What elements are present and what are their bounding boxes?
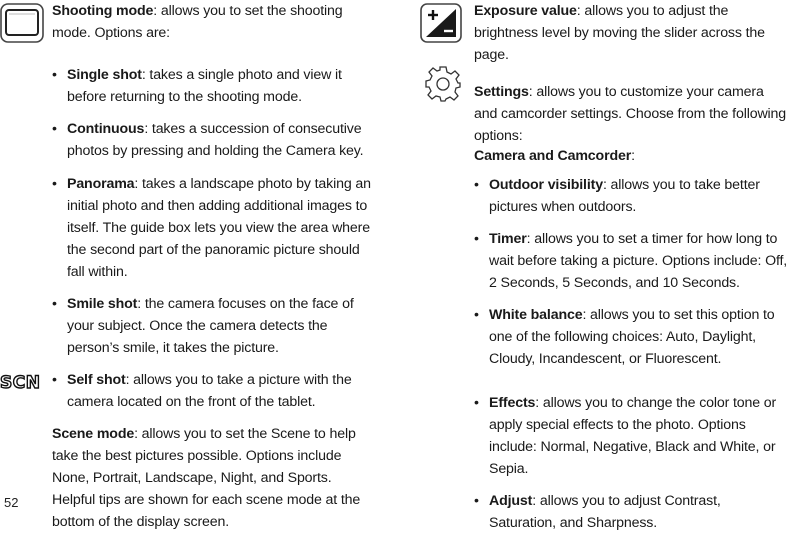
exposure-icon: [420, 3, 462, 43]
item-term: Effects: [489, 395, 536, 411]
item-desc: : allows you to take a picture with the camera located on the front of the tablet.: [67, 372, 352, 410]
shooting-mode-term: Shooting mode: [52, 3, 154, 19]
item-desc: : allows you to adjust Contrast, Saturation, and Sharpness.: [489, 493, 721, 531]
list-item-panorama: [52, 173, 378, 283]
list-item-self-shot: [52, 369, 378, 413]
list-item-single-shot: [52, 64, 378, 108]
list-item-timer: [474, 228, 790, 294]
item-term: Self shot: [67, 372, 126, 388]
item-desc: : allows you to set a timer for how long to wait before taking a picture. Options include: Off, 2 Seconds, 5 Seconds, and 10 Seconds.: [489, 231, 788, 291]
shooting-mode-entry: [52, 0, 378, 44]
exposure-value-entry: [474, 0, 790, 66]
subheading-text: Camera and Camcorder: [474, 148, 632, 164]
settings-entry: [474, 81, 790, 147]
item-desc: : allows you to set this option to one of the following choices: Auto, Daylight, Cloudy, Incandescent, or Fluorescent.: [489, 307, 775, 367]
item-term: Adjust: [489, 493, 533, 509]
scene-mode-desc: : allows you to set the Scene to help take the best pictures possible. Options include None, Portrait, Landscape, Night, and Sports. Helpful tips are shown for each scene mode at the bottom of the display screen.: [52, 426, 361, 530]
exposure-value-term: Exposure value: [474, 3, 577, 19]
scene-mode-entry: [52, 423, 378, 533]
scene-mode-icon-label: SCN: [0, 373, 41, 393]
scene-mode-term: Scene mode: [52, 426, 135, 442]
list-item-adjust: [474, 490, 790, 534]
item-term: Single shot: [67, 67, 142, 83]
item-term: Timer: [489, 231, 527, 247]
item-term: Outdoor visibility: [489, 177, 603, 193]
shooting-mode-icon: [0, 3, 44, 43]
item-desc: : allows you to take better pictures when outdoors.: [489, 177, 760, 215]
scene-mode-icon: [0, 373, 46, 393]
right-column: [474, 0, 790, 531]
left-column: [52, 0, 378, 530]
item-desc: : the camera focuses on the face of your subject. Once the camera detects the person’s smile, it takes the picture.: [67, 296, 354, 356]
item-desc: : takes a single photo and view it before returning to the shooting mode.: [67, 67, 342, 105]
list-item-continuous: [52, 118, 378, 162]
item-desc: : takes a succession of consecutive photos by pressing and holding the Camera key.: [67, 121, 364, 159]
settings-term: Settings: [474, 84, 529, 100]
gear-icon: [423, 64, 463, 104]
shooting-mode-desc: : allows you to set the shooting mode. Options are:: [52, 3, 343, 41]
settings-subheading: [474, 145, 790, 167]
exposure-value-desc: : allows you to adjust the brightness level by moving the slider across the page.: [474, 3, 765, 63]
item-desc: : allows you to change the color tone or apply special effects to the photo. Options include: Normal, Negative, Black and White, or Sepia.: [489, 395, 777, 477]
item-term: Smile shot: [67, 296, 138, 312]
item-term: Panorama: [67, 176, 135, 192]
item-term: White balance: [489, 307, 583, 323]
list-item-white-balance: [474, 304, 790, 370]
item-term: Continuous: [67, 121, 145, 137]
page-number: 52: [4, 495, 19, 510]
list-item-outdoor-visibility: [474, 174, 790, 218]
item-desc: : takes a landscape photo by taking an initial photo and then adding additional images to itself. The guide box lets you view the area where the second part of the panoramic picture should fall within.: [67, 176, 371, 280]
subheading-colon: :: [631, 148, 635, 164]
list-item-smile-shot: [52, 293, 378, 359]
settings-desc: : allows you to customize your camera and camcorder settings. Choose from the following options:: [474, 84, 787, 144]
list-item-effects: [474, 392, 790, 480]
